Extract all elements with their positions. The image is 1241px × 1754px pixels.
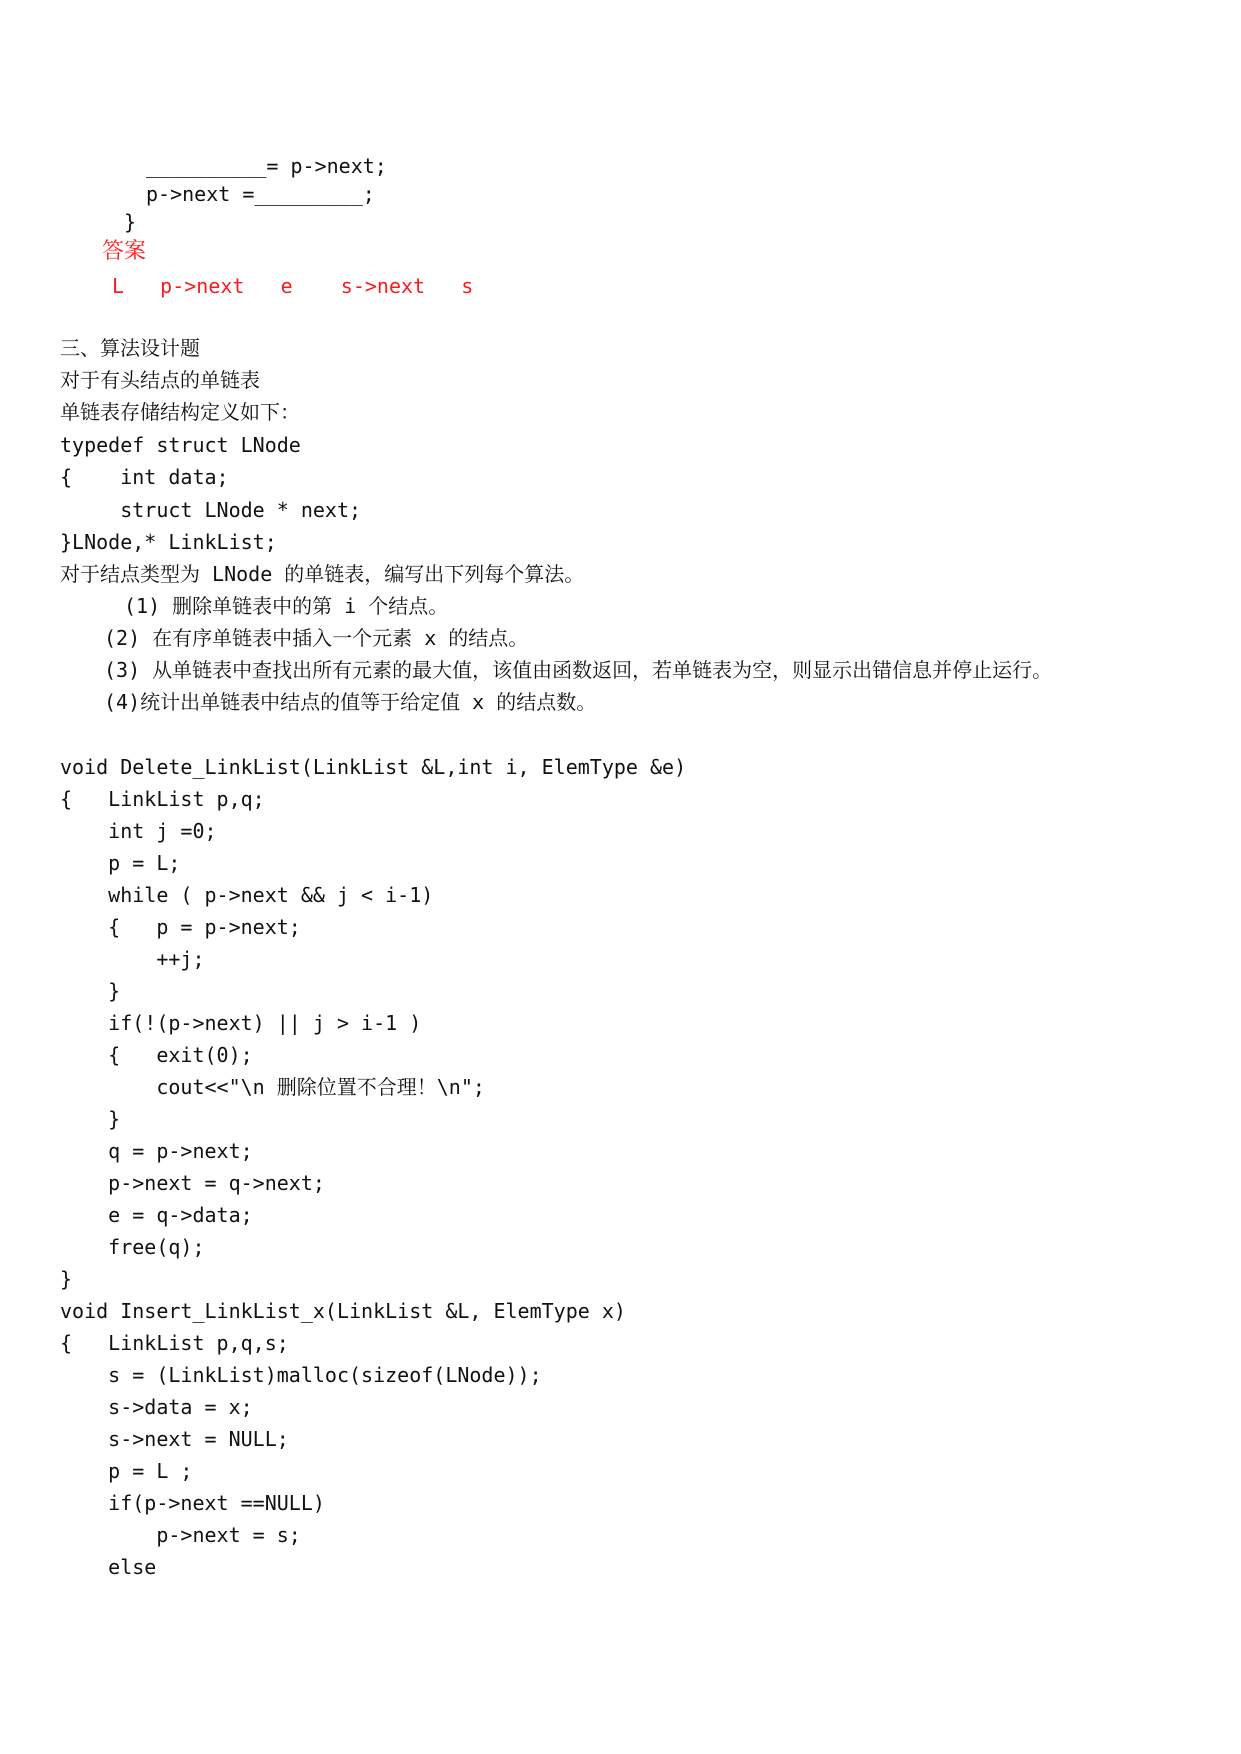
struct-code-line: struct LNode * next; (60, 498, 362, 522)
code-line: void Insert_LinkList_x(LinkList &L, ElemType x) (60, 1299, 626, 1323)
struct-code-line: }LNode,* LinkList; (60, 530, 277, 554)
code-line: } (60, 979, 121, 1003)
code-line: p = L; (60, 851, 181, 875)
code-line: q = p->next; (60, 1139, 253, 1163)
struct-code-line: { int data; (60, 465, 229, 489)
code-line: else (60, 1555, 157, 1579)
task-item: (2) 在有序单链表中插入一个元素 x 的结点。 (104, 626, 529, 650)
code-line: free(q); (60, 1235, 205, 1259)
task-item: (3) 从单链表中查找出所有元素的最大值，该值由函数返回，若单链表为空，则显示出错信息并停止运行。 (104, 658, 1053, 682)
task-intro: 对于结点类型为 LNode 的单链表，编写出下列每个算法。 (60, 562, 585, 586)
intro-line: 单链表存储结构定义如下： (60, 400, 300, 424)
code-line: } (60, 1107, 121, 1131)
code-line: e = q->data; (60, 1203, 253, 1227)
code-line: { LinkList p,q; (60, 787, 265, 811)
task-item: (4)统计出单链表中结点的值等于给定值 x 的结点数。 (104, 690, 597, 714)
code-line: int j =0; (60, 819, 217, 843)
intro-line: 对于有头结点的单链表 (60, 368, 260, 392)
task-item: (1) 删除单链表中的第 i 个结点。 (124, 594, 449, 618)
code-line: p->next =_________; (146, 182, 375, 206)
code-line: } (60, 1267, 73, 1291)
code-line: s->next = NULL; (60, 1427, 289, 1451)
code-line: ++j; (60, 947, 205, 971)
code-line: while ( p->next && j < i-1) (60, 883, 434, 907)
struct-code-line: typedef struct LNode (60, 433, 301, 457)
code-line: cout<<"\n 删除位置不合理！\n"; (60, 1075, 485, 1099)
code-line: void Delete_LinkList(LinkList &L,int i, ElemType &e) (60, 755, 687, 779)
section-heading: 三、算法设计题 (60, 336, 200, 360)
code-line: } (124, 210, 137, 234)
code-line: p = L ; (60, 1459, 193, 1483)
code-line: p->next = q->next; (60, 1171, 325, 1195)
code-line: p->next = s; (60, 1523, 301, 1547)
answer-label: 答案 (102, 239, 147, 264)
code-line: { LinkList p,q,s; (60, 1331, 289, 1355)
code-line: { p = p->next; (60, 915, 301, 939)
answer-text: L p->next e s->next s (112, 274, 474, 298)
code-line: __________= p->next; (146, 154, 387, 178)
code-line: s->data = x; (60, 1395, 253, 1419)
code-line: if(p->next ==NULL) (60, 1491, 325, 1515)
code-line: { exit(0); (60, 1043, 253, 1067)
code-line: s = (LinkList)malloc(sizeof(LNode)); (60, 1363, 542, 1387)
code-line: if(!(p->next) || j > i-1 ) (60, 1011, 422, 1035)
